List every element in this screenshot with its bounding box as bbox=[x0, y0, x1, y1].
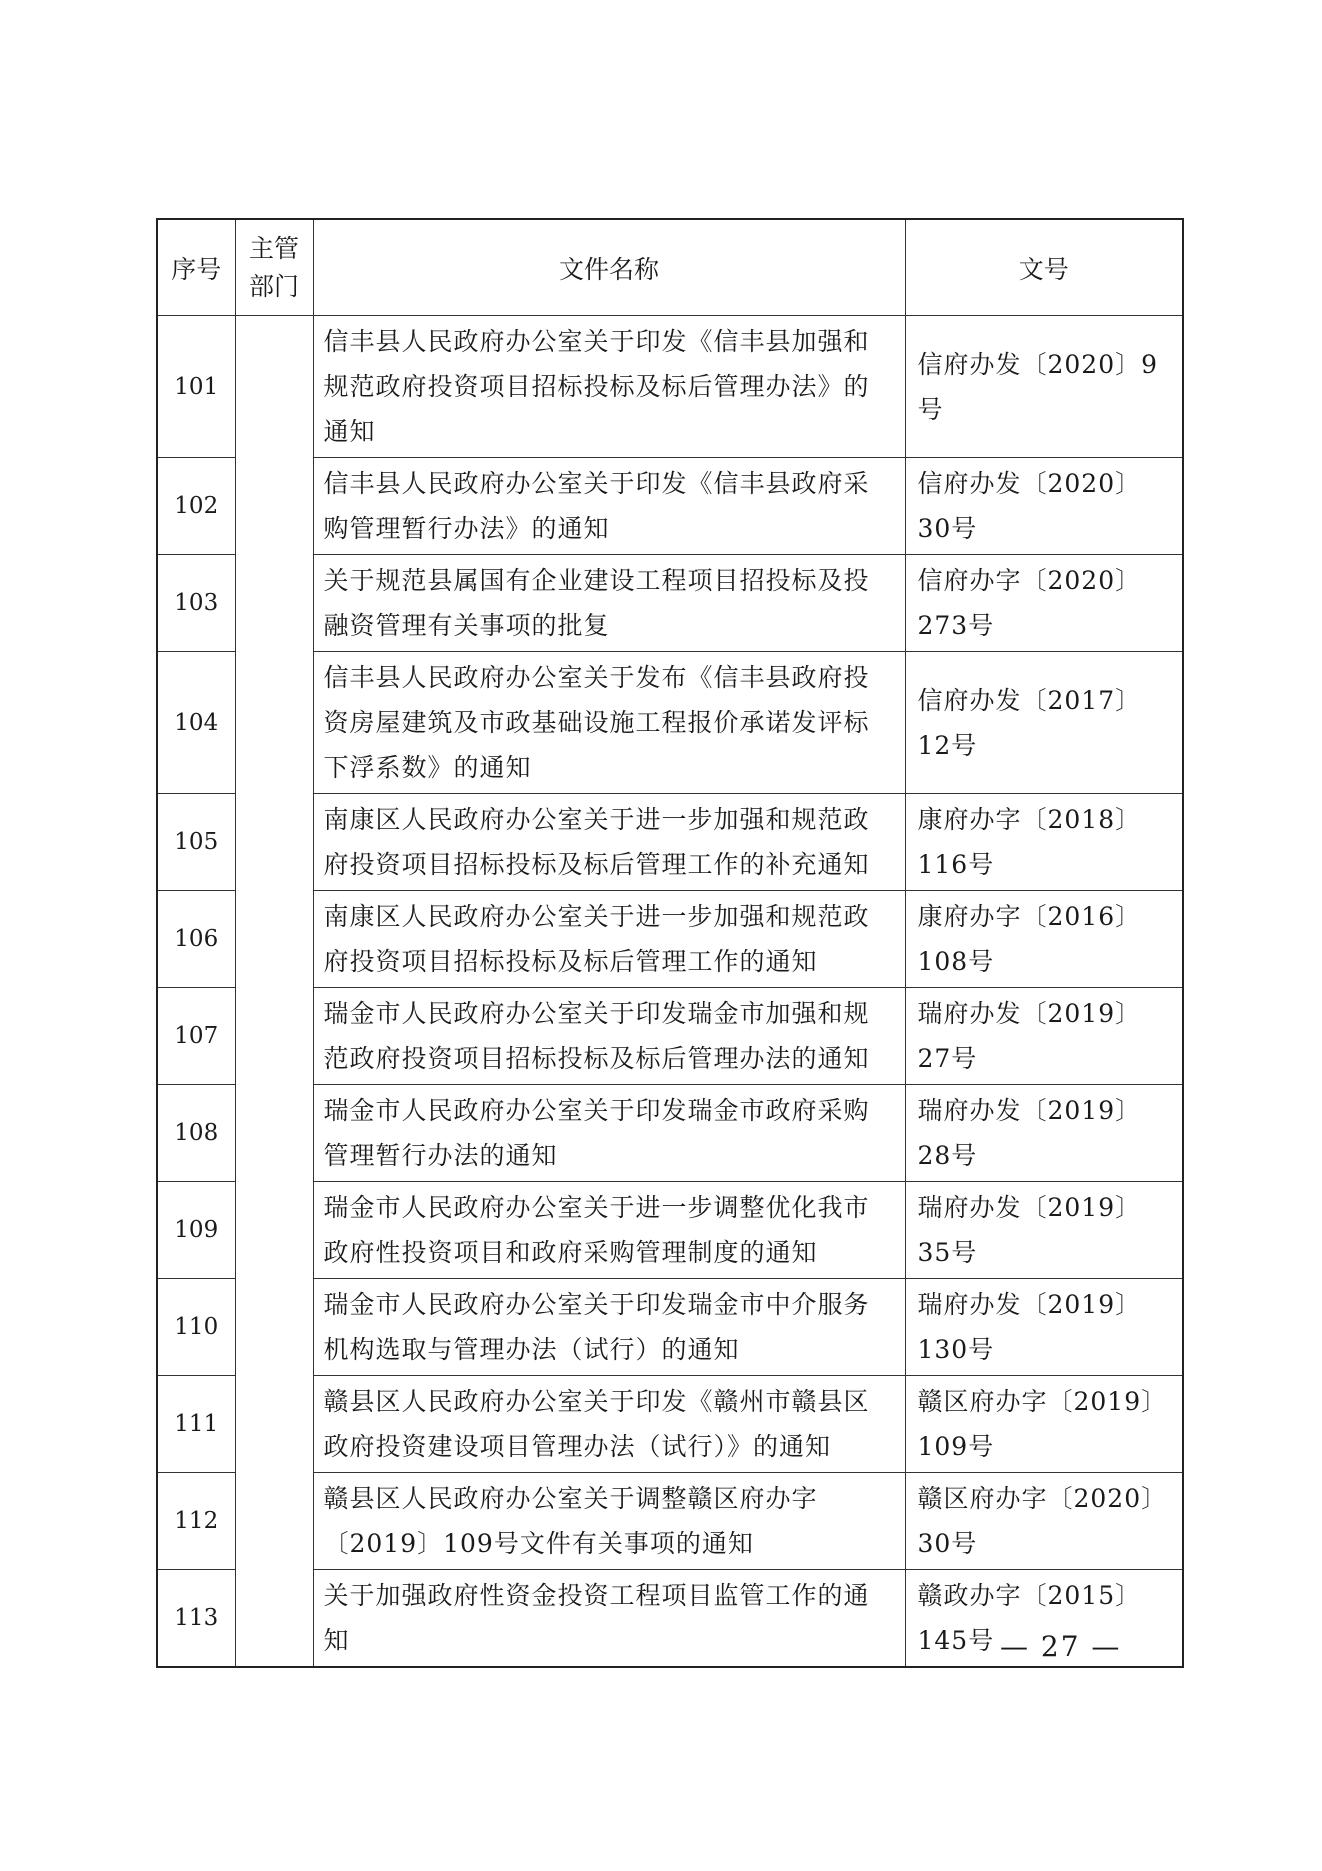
row-name: 瑞金市人民政府办公室关于印发瑞金市加强和规范政府投资项目招标投标及标后管理办法的通知 bbox=[313, 988, 905, 1085]
row-seq: 106 bbox=[157, 891, 235, 988]
row-name: 赣县区人民政府办公室关于印发《赣州市赣县区政府投资建设项目管理办法（试行）》的通知 bbox=[313, 1376, 905, 1473]
row-doc-number: 康府办字〔2016〕108号 bbox=[905, 891, 1183, 988]
row-name: 南康区人民政府办公室关于进一步加强和规范政府投资项目招标投标及标后管理工作的通知 bbox=[313, 891, 905, 988]
header-dept-line1: 主管 bbox=[248, 233, 299, 263]
row-seq: 108 bbox=[157, 1085, 235, 1182]
table-body bbox=[157, 316, 1183, 1668]
row-seq: 111 bbox=[157, 1376, 235, 1473]
row-seq: 113 bbox=[157, 1570, 235, 1668]
row-doc-number: 瑞府办发〔2019〕130号 bbox=[905, 1279, 1183, 1376]
row-doc-number: 信府办发〔2017〕12号 bbox=[905, 652, 1183, 794]
row-doc-number: 瑞府办发〔2019〕27号 bbox=[905, 988, 1183, 1085]
row-doc-number: 瑞府办发〔2019〕35号 bbox=[905, 1182, 1183, 1279]
row-seq: 103 bbox=[157, 555, 235, 652]
row-seq: 109 bbox=[157, 1182, 235, 1279]
row-name: 信丰县人民政府办公室关于印发《信丰县政府采购管理暂行办法》的通知 bbox=[313, 458, 905, 555]
row-doc-number: 信府办发〔2020〕30号 bbox=[905, 458, 1183, 555]
row-doc-number: 信府办字〔2020〕273号 bbox=[905, 555, 1183, 652]
row-name: 瑞金市人民政府办公室关于印发瑞金市政府采购管理暂行办法的通知 bbox=[313, 1085, 905, 1182]
row-seq: 104 bbox=[157, 652, 235, 794]
row-doc-number: 赣区府办字〔2019〕109号 bbox=[905, 1376, 1183, 1473]
table-header bbox=[157, 219, 1183, 316]
dept-cell bbox=[235, 316, 313, 1668]
row-doc-number: 赣区府办字〔2020〕30号 bbox=[905, 1473, 1183, 1570]
row-doc-number: 瑞府办发〔2019〕28号 bbox=[905, 1085, 1183, 1182]
row-name: 瑞金市人民政府办公室关于进一步调整优化我市政府性投资项目和政府采购管理制度的通知 bbox=[313, 1182, 905, 1279]
row-seq: 105 bbox=[157, 794, 235, 891]
row-name: 南康区人民政府办公室关于进一步加强和规范政府投资项目招标投标及标后管理工作的补充通知 bbox=[313, 794, 905, 891]
header-seq: 序号 bbox=[157, 219, 235, 316]
header-row bbox=[157, 219, 1183, 316]
row-name: 关于规范县属国有企业建设工程项目招投标及投融资管理有关事项的批复 bbox=[313, 555, 905, 652]
row-doc-number: 信府办发〔2020〕9号 bbox=[905, 316, 1183, 458]
row-seq: 101 bbox=[157, 316, 235, 458]
header-name: 文件名称 bbox=[313, 219, 905, 316]
row-name: 瑞金市人民政府办公室关于印发瑞金市中介服务机构选取与管理办法（试行）的通知 bbox=[313, 1279, 905, 1376]
page-number: — 27 — bbox=[1000, 1630, 1122, 1663]
row-name: 信丰县人民政府办公室关于发布《信丰县政府投资房屋建筑及市政基础设施工程报价承诺发评标下浮系数》的通知 bbox=[313, 652, 905, 794]
row-doc-number: 赣政办字〔2015〕145号 bbox=[905, 1570, 1183, 1668]
header-doc-number: 文号 bbox=[905, 219, 1183, 316]
row-name: 赣县区人民政府办公室关于调整赣区府办字〔2019〕109号文件有关事项的通知 bbox=[313, 1473, 905, 1570]
row-seq: 107 bbox=[157, 988, 235, 1085]
header-dept-line2: 部门 bbox=[248, 271, 299, 301]
table-row bbox=[157, 316, 1183, 458]
row-doc-number: 康府办字〔2018〕116号 bbox=[905, 794, 1183, 891]
row-name: 信丰县人民政府办公室关于印发《信丰县加强和规范政府投资项目招标投标及标后管理办法》的通知 bbox=[313, 316, 905, 458]
document-table bbox=[156, 218, 1184, 1668]
row-seq: 112 bbox=[157, 1473, 235, 1570]
row-seq: 102 bbox=[157, 458, 235, 555]
header-dept bbox=[235, 219, 313, 316]
row-name: 关于加强政府性资金投资工程项目监管工作的通知 bbox=[313, 1570, 905, 1668]
row-seq: 110 bbox=[157, 1279, 235, 1376]
